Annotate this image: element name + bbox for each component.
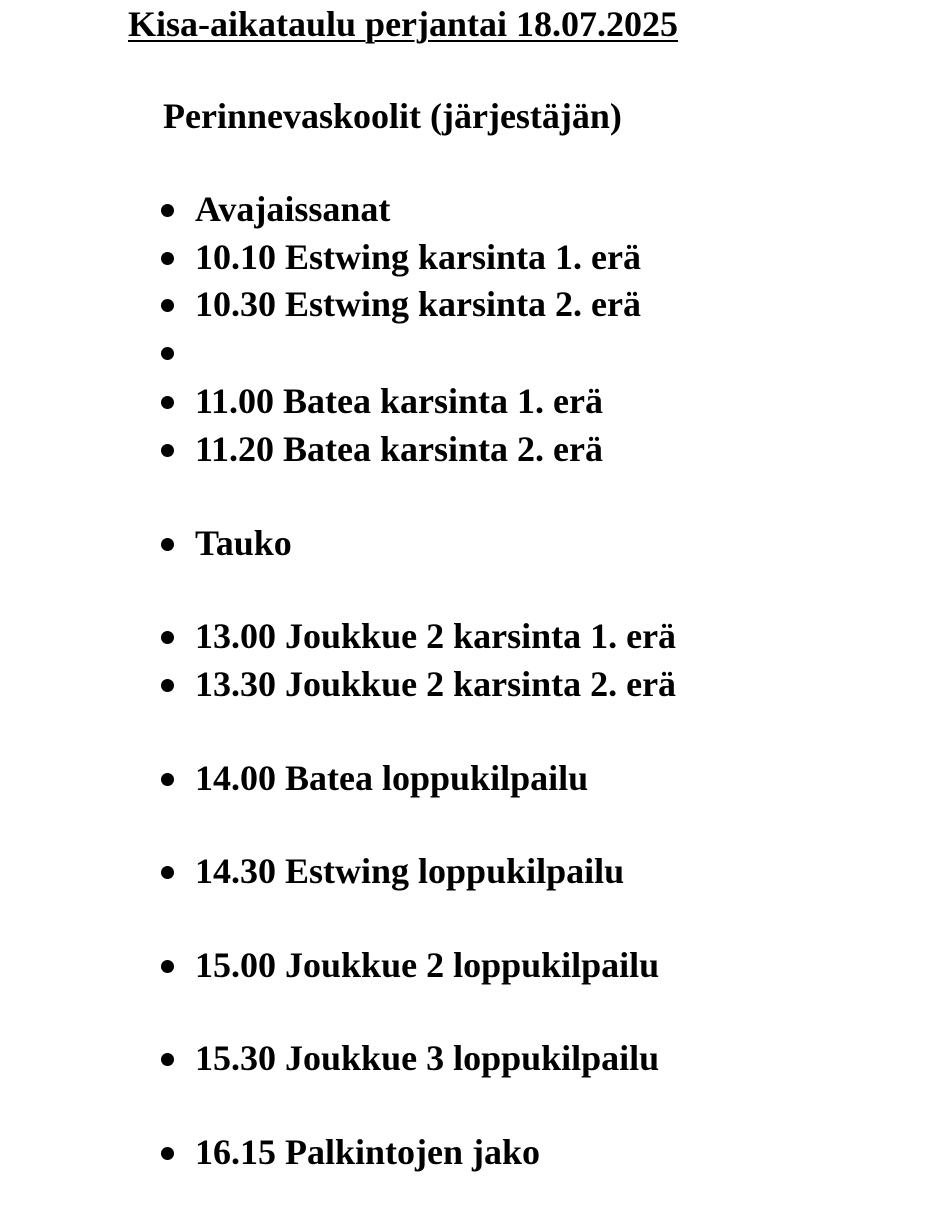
- schedule-item: [0, 235, 948, 279]
- schedule-item-text: 10.10 Estwing karsinta 1. erä: [195, 237, 642, 277]
- schedule-item: [0, 521, 948, 565]
- schedule-item: [0, 379, 948, 423]
- bullet-icon: [161, 866, 174, 879]
- schedule-item: [0, 756, 948, 800]
- bullet-icon: [161, 252, 174, 265]
- schedule-item: [0, 282, 948, 326]
- schedule-item: [0, 662, 948, 706]
- schedule-item-text: Tauko: [195, 523, 292, 563]
- bullet-icon: [161, 679, 174, 692]
- schedule-item-text: 14.00 Batea loppukilpailu: [195, 758, 589, 798]
- schedule-item-text: 15.30 Joukkue 3 loppukilpailu: [195, 1038, 660, 1078]
- schedule-item: [0, 1036, 948, 1080]
- bullet-icon: [161, 1053, 174, 1066]
- schedule-item: [0, 1130, 948, 1174]
- schedule-item: [0, 849, 948, 893]
- bullet-icon: [161, 960, 174, 973]
- schedule-item-text: 15.00 Joukkue 2 loppukilpailu: [195, 945, 660, 985]
- bullet-icon: [161, 396, 174, 409]
- schedule-item-text: 10.30 Estwing karsinta 2. erä: [195, 284, 642, 324]
- schedule-item: [0, 330, 948, 374]
- bullet-icon: [161, 773, 174, 786]
- section-heading: Perinnevaskoolit (järjestäjän): [163, 96, 622, 136]
- bullet-icon: [161, 538, 174, 551]
- schedule-item: [0, 943, 948, 987]
- schedule-item: [0, 187, 948, 231]
- bullet-icon: [161, 631, 174, 644]
- schedule-item-text: 16.15 Palkintojen jako: [195, 1132, 541, 1172]
- bullet-icon: [161, 299, 174, 312]
- bullet-icon: [161, 347, 174, 360]
- schedule-item-text: 11.00 Batea karsinta 1. erä: [195, 381, 603, 421]
- schedule-item-text: 13.30 Joukkue 2 karsinta 2. erä: [195, 664, 677, 704]
- bullet-icon: [161, 444, 174, 457]
- bullet-icon: [161, 204, 174, 217]
- schedule-item-text: 14.30 Estwing loppukilpailu: [195, 851, 625, 891]
- page-title: Kisa-aikataulu perjantai 18.07.2025: [128, 4, 679, 44]
- bullet-icon: [161, 1147, 174, 1160]
- schedule-item-text: Avajaissanat: [195, 189, 391, 229]
- schedule-item-text: 11.20 Batea karsinta 2. erä: [195, 429, 603, 469]
- schedule-item: [0, 614, 948, 658]
- schedule-item-text: 13.00 Joukkue 2 karsinta 1. erä: [195, 616, 677, 656]
- schedule-item: [0, 427, 948, 471]
